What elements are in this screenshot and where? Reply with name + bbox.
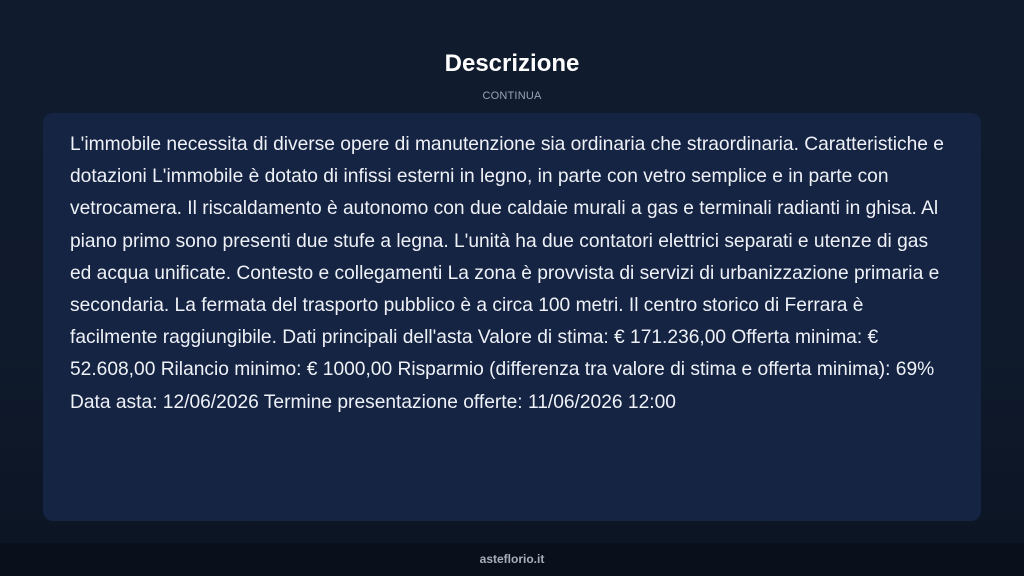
footer-brand: asteflorio.it — [479, 552, 545, 566]
page-title: Descrizione — [444, 50, 580, 77]
continua-label: CONTINUA — [482, 90, 542, 102]
description-panel — [43, 113, 981, 521]
description-text: L'immobile necessita di diverse opere di manutenzione sia ordinaria che straordinaria. Caratteristiche e dotazioni L'immobile è dotato di infissi esterni in legno, in parte con vetro semplice e in parte con vetrocamera. Il riscaldamento è autonomo con due caldaie murali a gas e terminali radianti in ghisa. Al piano primo sono presenti due stufe a legna. L'unità ha due contatori elettrici separati e utenze di gas ed acqua unificate. Contesto e collegamenti La zona è provvista di servizi di urbanizzazione primaria e secondaria. La fermata del trasporto pubblico è a circa 100 metri. Il centro storico di Ferrara è facilmente raggiungibile. Dati principali dell'asta Valore di stima: € 171.236,00 Offerta minima: € 52.608,00 Rilancio minimo: € 1000,00 Risparmio (differenza tra valore di stima e offerta minima): 69% Data asta: 12/06/2026 Termine presentazione offerte: 11/06/2026 12:00 — [70, 134, 944, 413]
